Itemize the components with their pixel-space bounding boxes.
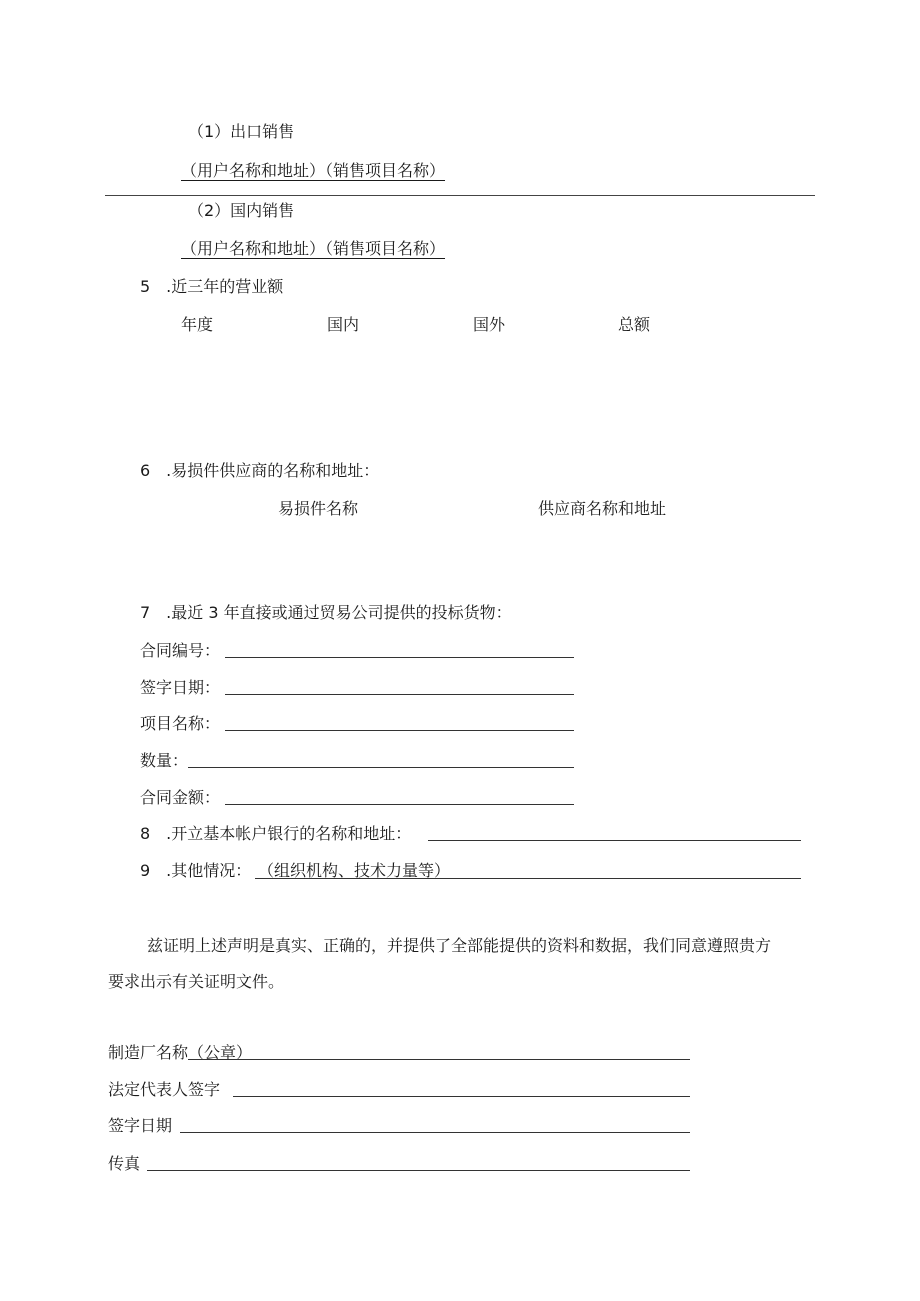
other-field[interactable] [255, 878, 801, 879]
signature-date-label: 签字日期 [108, 1116, 173, 1135]
representative-field[interactable] [233, 1096, 690, 1097]
project-name-field[interactable] [225, 730, 574, 731]
contract-amount-field[interactable] [225, 804, 574, 805]
contract-number-label: 合同编号： [140, 641, 221, 660]
statement-line-1: 兹证明上述声明是真实、正确的，并提供了全部能提供的资料和数据，我们同意遵照贵方 [147, 936, 772, 955]
domestic-sales-heading: （2）国内销售 [188, 201, 295, 220]
revenue-heading: 5 .近三年的营业额 [140, 277, 284, 296]
contract-amount-label: 合同金额： [140, 788, 221, 807]
other-hint: （组织机构、技术力量等） [258, 861, 451, 880]
bank-field[interactable] [428, 840, 801, 841]
manufacturer-label: 制造厂名称 [108, 1043, 189, 1062]
domestic-sales-label: （用户名称和地址）（销售项目名称） [181, 239, 446, 258]
other-label: 9 .其他情况： [140, 861, 252, 880]
signature-date-field[interactable] [180, 1132, 690, 1133]
bank-label: 8 .开立基本帐户银行的名称和地址： [140, 824, 412, 843]
sign-date-field[interactable] [225, 694, 574, 695]
statement-line-2: 要求出示有关证明文件。 [108, 972, 285, 991]
contract-number-field[interactable] [225, 657, 574, 658]
manufacturer-field[interactable] [188, 1059, 690, 1060]
revenue-col-total: 总额 [618, 315, 651, 334]
representative-label: 法定代表人签字 [108, 1080, 221, 1099]
fax-field[interactable] [147, 1170, 690, 1171]
manufacturer-seal: （公章） [188, 1043, 253, 1062]
parts-col-name: 易损件名称 [278, 499, 359, 518]
parts-col-supplier: 供应商名称和地址 [538, 499, 667, 518]
revenue-col-domestic: 国内 [327, 315, 360, 334]
sign-date-label: 签字日期： [140, 678, 221, 697]
quantity-label: 数量： [140, 751, 189, 770]
revenue-col-foreign: 国外 [473, 315, 506, 334]
parts-heading: 6 .易损件供应商的名称和地址： [140, 461, 380, 480]
export-sales-label: （用户名称和地址）（销售项目名称） [181, 161, 446, 180]
divider-line [105, 195, 815, 196]
goods-heading: 7 .最近 3 年直接或通过贸易公司提供的投标货物： [140, 603, 512, 622]
project-name-label: 项目名称： [140, 714, 221, 733]
quantity-field[interactable] [188, 767, 574, 768]
revenue-col-year: 年度 [181, 315, 214, 334]
fax-label: 传真 [108, 1154, 141, 1173]
export-sales-heading: （1）出口销售 [188, 122, 295, 141]
